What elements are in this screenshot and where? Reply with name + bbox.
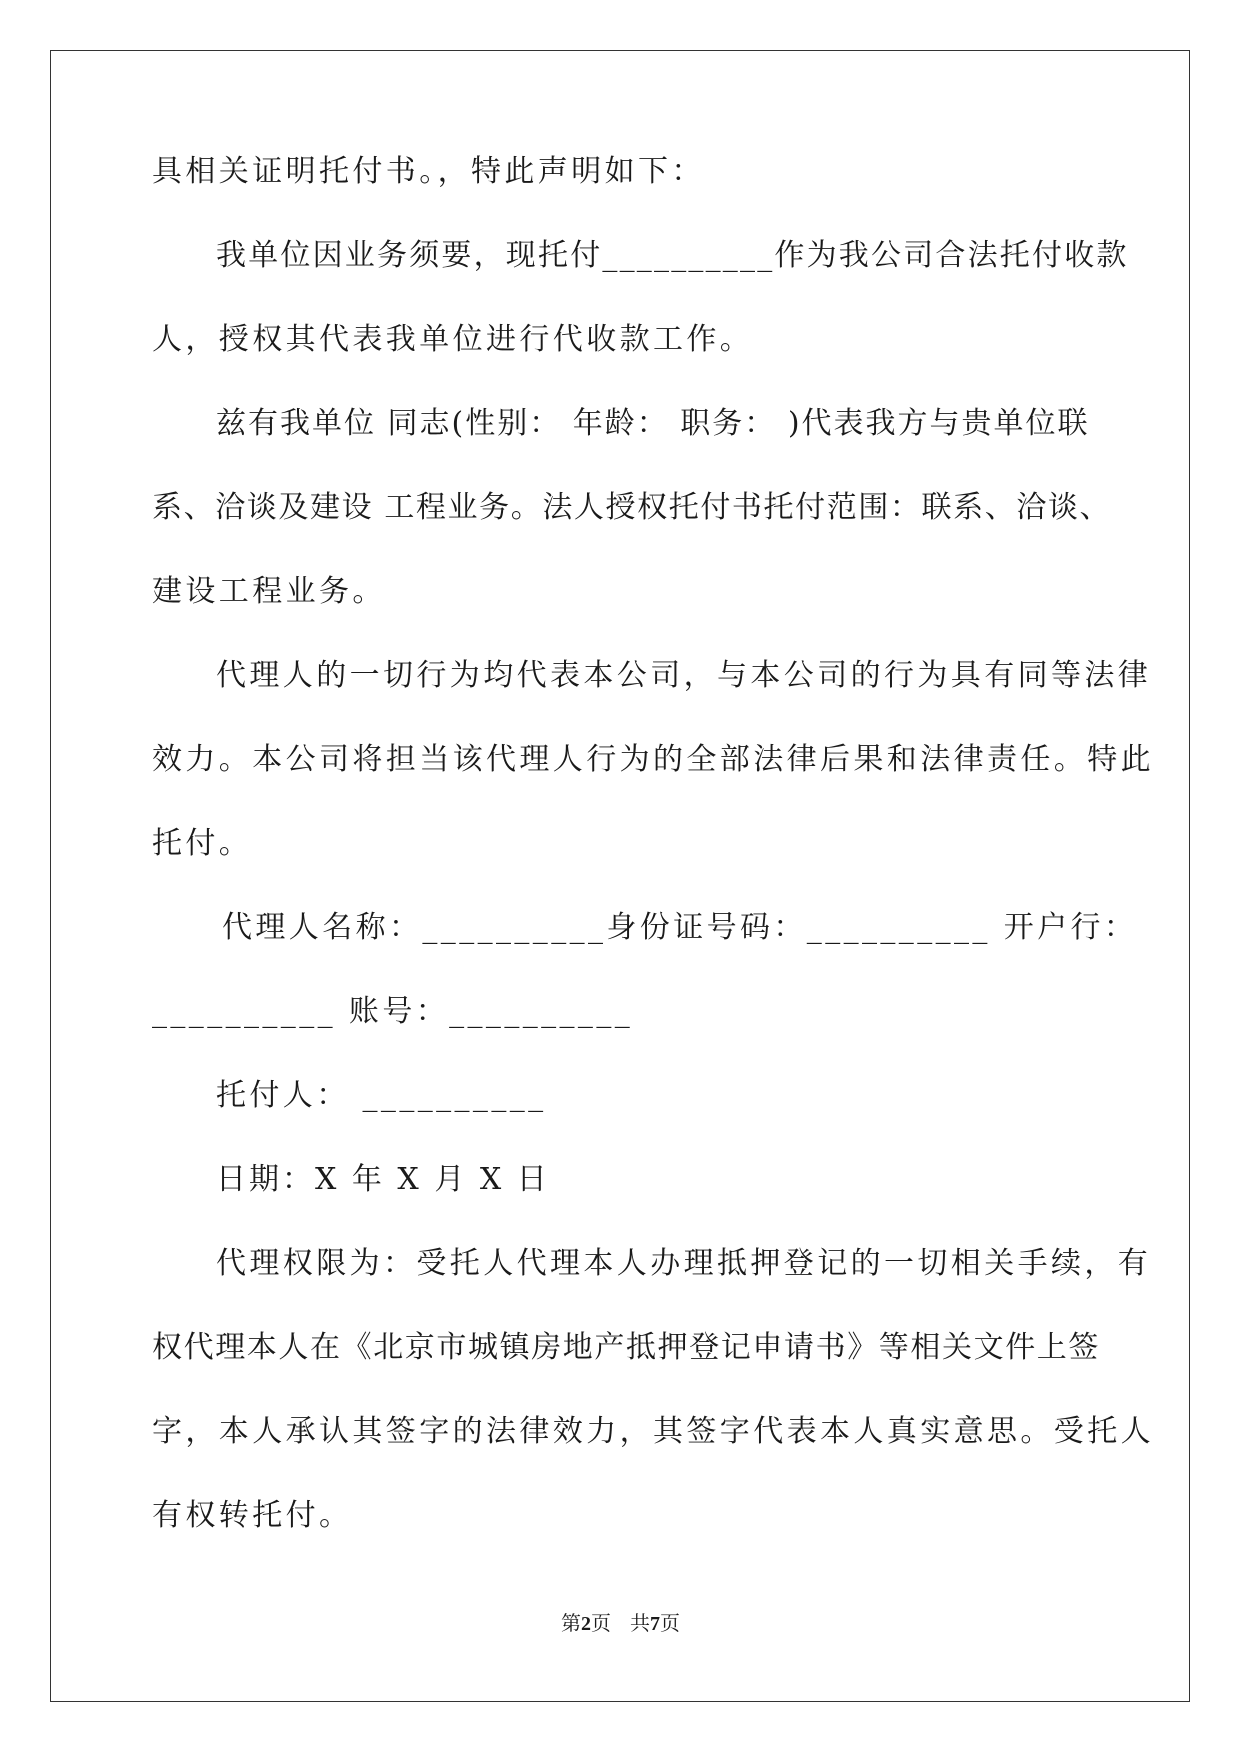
paragraph-line: 代理权限为：受托人代理本人办理抵押登记的一切相关手续，有 — [216, 1246, 1152, 1281]
paragraph-line: 代理人的一切行为均代表本公司，与本公司的行为具有同等法律 — [216, 658, 1152, 693]
paragraph-line: 建设工程业务。 — [152, 574, 386, 609]
paragraph-line: 兹有我单位 同志(性别： 年龄： 职务： )代表我方与贵单位联 — [216, 406, 1090, 441]
page-number-footer — [0, 1610, 1241, 1637]
footer-total-prefix: 共 — [630, 1611, 651, 1635]
paragraph-line: 系、洽谈及建设 工程业务。法人授权托付书托付范围：联系、洽谈、 — [152, 490, 1112, 525]
paragraph-line: 效力。本公司将担当该代理人行为的全部法律后果和法律责任。特此 — [152, 742, 1154, 777]
page-border — [50, 50, 1190, 1702]
paragraph-line: 我单位因业务须要，现托付__________作为我公司合法托付收款 — [216, 238, 1129, 273]
paragraph-line: 人，授权其代表我单位进行代收款工作。 — [152, 322, 754, 357]
footer-total-label: 页 — [660, 1611, 681, 1635]
total-pages-number: 7 — [650, 1613, 661, 1635]
account-line: __________ 账号：__________ — [152, 994, 634, 1029]
agent-info-line: 代理人名称：__________身份证号码：__________ 开户行： — [222, 910, 1138, 945]
footer-page-label: 页 — [590, 1611, 611, 1635]
principal-line: 托付人： __________ — [216, 1078, 547, 1113]
paragraph-line: 权代理本人在《北京市城镇房地产抵押登记申请书》等相关文件上签 — [152, 1330, 1100, 1365]
paragraph-line: 具相关证明托付书。，特此声明如下： — [152, 154, 705, 189]
footer-prefix: 第 — [560, 1611, 581, 1635]
paragraph-line: 有权转托付。 — [152, 1498, 353, 1533]
date-line: 日期：X 年 X 月 X 日 — [216, 1162, 550, 1197]
paragraph-line: 字，本人承认其签字的法律效力，其签字代表本人真实意思。受托人 — [152, 1414, 1154, 1449]
current-page-number: 2 — [580, 1613, 591, 1635]
paragraph-line: 托付。 — [152, 826, 253, 861]
